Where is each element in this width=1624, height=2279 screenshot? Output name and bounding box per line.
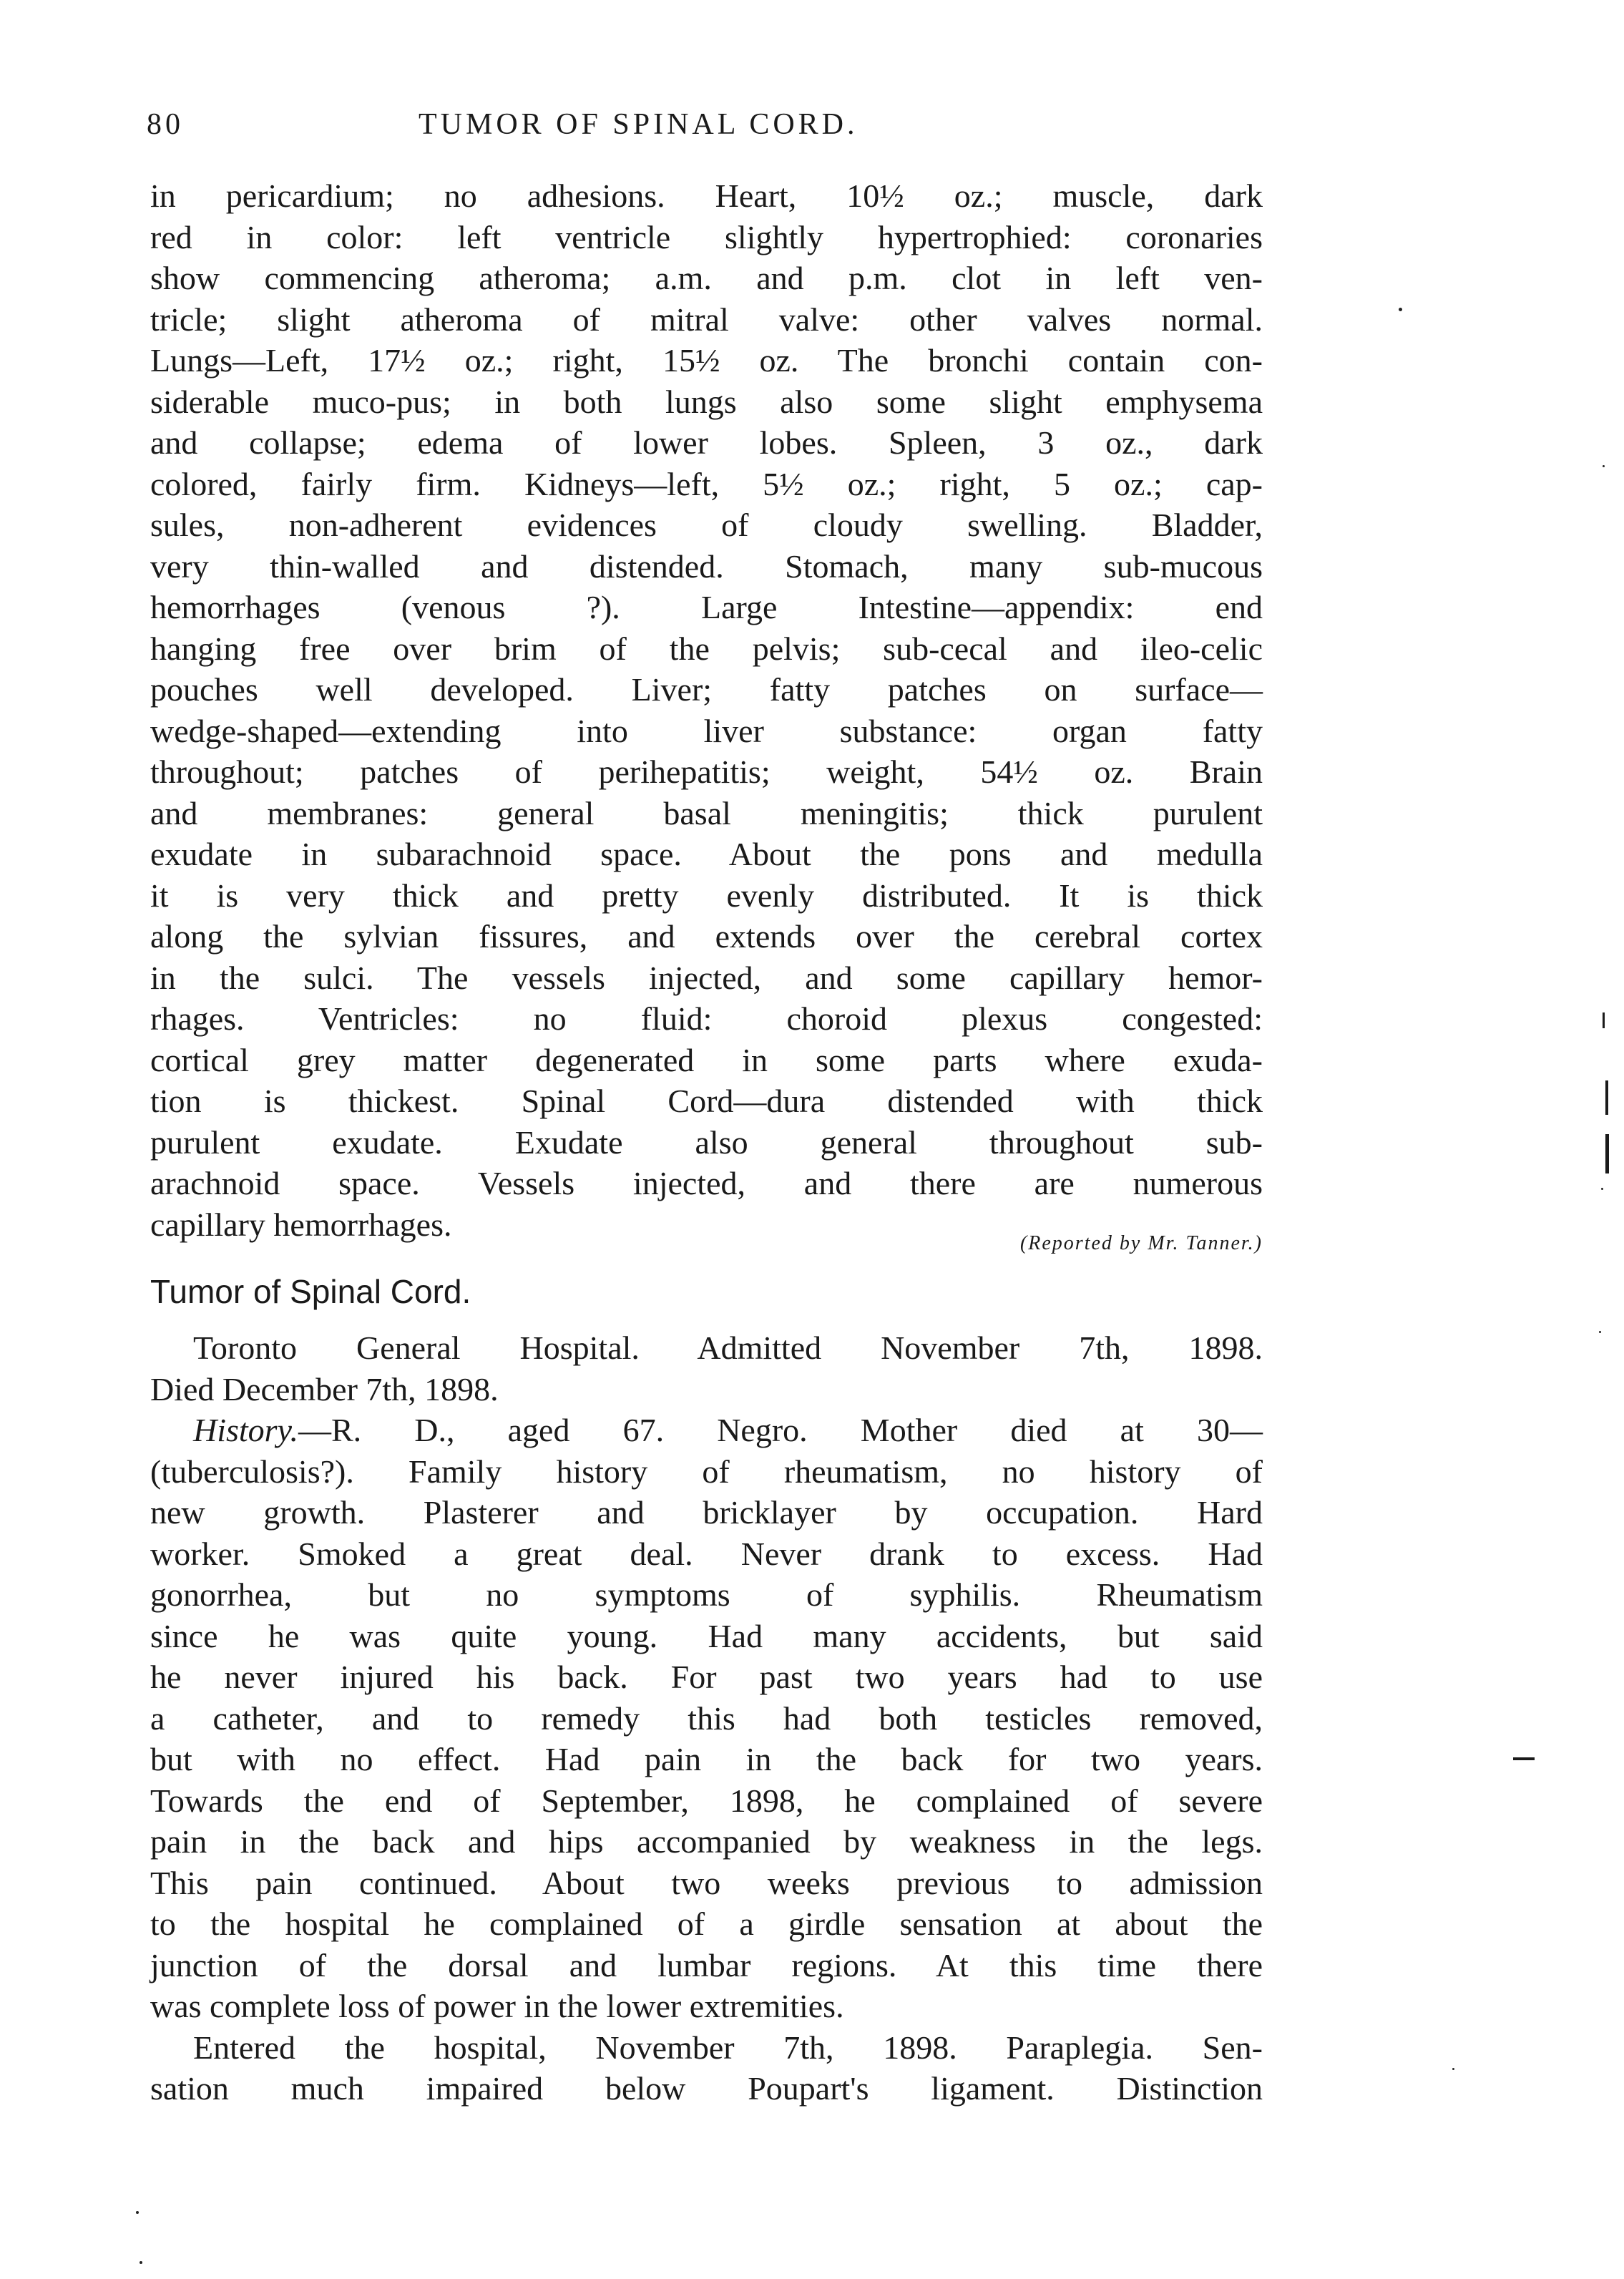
text-line: and membranes: general basal meningitis; thick purulent xyxy=(150,794,1263,831)
text-line: This pain continued. About two weeks previous to admission xyxy=(150,1864,1263,1901)
text-line: siderable muco-pus; in both lungs also some slight emphysema xyxy=(150,383,1263,420)
scan-mark xyxy=(1603,1012,1605,1028)
text-line: exudate in subarachnoid space. About the pons and medulla xyxy=(150,836,1263,872)
text-line: but with no effect. Had pain in the back for two years. xyxy=(150,1741,1263,1777)
text-line: Entered the hospital, November 7th, 1898. Paraplegia. Sen- xyxy=(193,2029,1263,2066)
text-line: it is very thick and pretty evenly distributed. It is thick xyxy=(150,877,1263,914)
text-line: capillary hemorrhages. xyxy=(150,1206,452,1243)
scan-speck xyxy=(1599,1331,1601,1333)
history-text: —R. D., aged 67. Negro. Mother died at 30— xyxy=(298,1412,1263,1448)
scan-speck xyxy=(140,2261,142,2264)
scan-mark xyxy=(1513,1757,1535,1760)
text-line: hemorrhages (venous ?). Large Intestine—appendix: end xyxy=(150,589,1263,625)
text-line: since he was quite young. Had many accidents, but said xyxy=(150,1617,1263,1654)
text-line: Died December 7th, 1898. xyxy=(150,1370,499,1407)
text-line: very thin-walled and distended. Stomach, many sub-mucous xyxy=(150,547,1263,585)
report-attribution: (Reported by Mr. Tanner.) xyxy=(1019,1232,1263,1254)
text-line: tricle; slight atheroma of mitral valve: other valves normal. xyxy=(150,301,1263,338)
text-line: sation much impaired below Poupart's ligament. Distinction xyxy=(150,2070,1263,2107)
text-line: rhages. Ventricles: no fluid: choroid plexus congested: xyxy=(150,1000,1263,1037)
scan-speck xyxy=(136,2211,139,2214)
text-line: he never injured his back. For past two years had to use xyxy=(150,1659,1263,1695)
text-line: Toronto General Hospital. Admitted November 7th, 1898. xyxy=(193,1329,1263,1366)
text-line: a catheter, and to remedy this had both testicles removed, xyxy=(150,1699,1263,1737)
text-line: show commencing atheroma; a.m. and p.m. clot in left ven- xyxy=(150,260,1263,296)
scan-speck xyxy=(1399,308,1402,311)
text-line: colored, fairly firm. Kidneys—left, 5½ oz.; right, 5 oz.; cap- xyxy=(150,465,1263,502)
scan-speck xyxy=(1603,465,1605,467)
text-line: worker. Smoked a great deal. Never drank to excess. Had xyxy=(150,1535,1263,1572)
text-line: throughout; patches of perihepatitis; weight, 54½ oz. Brain xyxy=(150,753,1263,790)
scan-mark xyxy=(1605,1134,1609,1173)
section-heading: Tumor of Spinal Cord. xyxy=(150,1273,471,1310)
text-line: sules, non-adherent evidences of cloudy swelling. Bladder, xyxy=(150,507,1263,543)
text-line: to the hospital he complained of a girdle sensation at about the xyxy=(150,1905,1263,1942)
text-line: red in color: left ventricle slightly hypertrophied: coronaries xyxy=(150,218,1263,255)
page-number: 80 xyxy=(147,108,184,141)
text-line: was complete loss of power in the lower extremities. xyxy=(150,1988,844,2024)
text-line: in pericardium; no adhesions. Heart, 10½ oz.; muscle, dark xyxy=(150,177,1263,214)
text-line: junction of the dorsal and lumbar regions. At this time there xyxy=(150,1946,1263,1983)
text-line: wedge-shaped—extending into liver substance: organ fatty xyxy=(150,712,1263,749)
scan-speck xyxy=(1452,2068,1454,2070)
text-line: pouches well developed. Liver; fatty patches on surface— xyxy=(150,671,1263,708)
text-line: along the sylvian fissures, and extends over the cerebral cortex xyxy=(150,918,1263,955)
text-line: cortical grey matter degenerated in some parts where exuda- xyxy=(150,1041,1263,1078)
text-line: and collapse; edema of lower lobes. Spleen, 3 oz., dark xyxy=(150,424,1263,461)
case-report-body xyxy=(150,1327,1263,2109)
history-first-line xyxy=(150,1410,1263,1451)
text-line: gonorrhea, but no symptoms of syphilis. Rheumatism xyxy=(150,1576,1263,1613)
text-line: arachnoid space. Vessels injected, and there are numerous xyxy=(150,1165,1263,1201)
scan-speck xyxy=(1601,1188,1603,1190)
scan-mark xyxy=(1605,1080,1608,1115)
text-line: new growth. Plasterer and bricklayer by occupation. Hard xyxy=(150,1494,1263,1531)
autopsy-report-paragraph xyxy=(150,175,1263,1245)
text-line: hanging free over brim of the pelvis; sub-cecal and ileo-celic xyxy=(150,630,1263,667)
running-title: TUMOR OF SPINAL CORD. xyxy=(419,108,859,141)
text-line: Towards the end of September, 1898, he complained of severe xyxy=(150,1782,1263,1819)
text-line: pain in the back and hips accompanied by weakness in the legs. xyxy=(150,1823,1263,1860)
text-line: tion is thickest. Spinal Cord—dura distended with thick xyxy=(150,1083,1263,1119)
text-line: (tuberculosis?). Family history of rheumatism, no history of xyxy=(150,1453,1263,1490)
history-label: History. xyxy=(193,1412,298,1448)
running-head xyxy=(147,107,1263,150)
text-line: Lungs—Left, 17½ oz.; right, 15½ oz. The bronchi contain con- xyxy=(150,342,1263,379)
text-line: in the sulci. The vessels injected, and some capillary hemor- xyxy=(150,959,1263,996)
text-line: purulent exudate. Exudate also general throughout sub- xyxy=(150,1123,1263,1161)
